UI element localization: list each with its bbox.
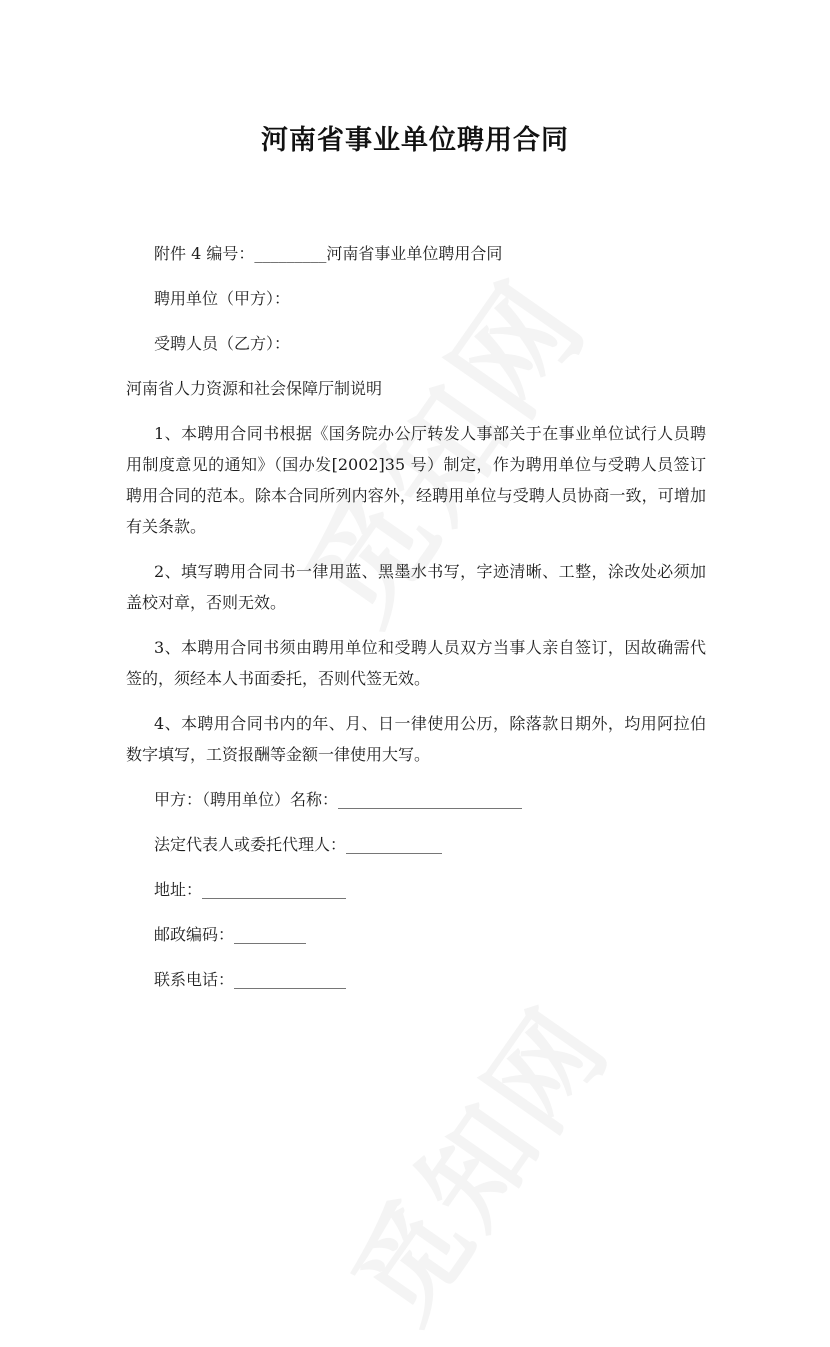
employee-line: 受聘人员（乙方）： — [154, 334, 291, 353]
attachment-number-line: 附件 4 编号：_________河南省事业单位聘用合同 — [154, 244, 503, 263]
phone-field: 联系电话：______________ — [154, 970, 347, 989]
employer-line: 聘用单位（甲方）： — [154, 289, 291, 308]
document-body — [126, 238, 706, 1009]
legal-representative-field: 法定代表人或委托代理人：____________ — [154, 835, 443, 854]
postcode-field: 邮政编码：_________ — [154, 925, 307, 944]
issuer-line: 河南省人力资源和社会保障厅制说明 — [126, 379, 383, 398]
watermark — [309, 971, 638, 1347]
instruction-paragraph-4: 4、本聘用合同书内的年、月、日一律使用公历，除落款日期外，均用阿拉伯数字填写，工资报酬等金额一律使用大写。 — [126, 714, 706, 764]
instruction-paragraph-1: 1、本聘用合同书根据《国务院办公厅转发人事部关于在事业单位试行人员聘用制度意见的通知》（国办发[2002]35 号）制定，作为聘用单位与受聘人员签订聘用合同的范本。除本合同所列内容外，经聘用单位与受聘人员协商一致，可增加有关条款。 — [126, 424, 706, 536]
document-title: 河南省事业单位聘用合同 — [261, 125, 569, 156]
party-a-name-field: 甲方：（聘用单位）名称：_______________________ — [154, 790, 523, 809]
address-field: 地址：__________________ — [154, 880, 347, 899]
instruction-paragraph-2: 2、填写聘用合同书一律用蓝、黑墨水书写，字迹清晰、工整，涂改处必须加盖校对章，否则无效。 — [126, 562, 706, 612]
instruction-paragraph-3: 3、本聘用合同书须由聘用单位和受聘人员双方当事人亲自签订，因故确需代签的，须经本人书面委托，否则代签无效。 — [126, 638, 706, 688]
